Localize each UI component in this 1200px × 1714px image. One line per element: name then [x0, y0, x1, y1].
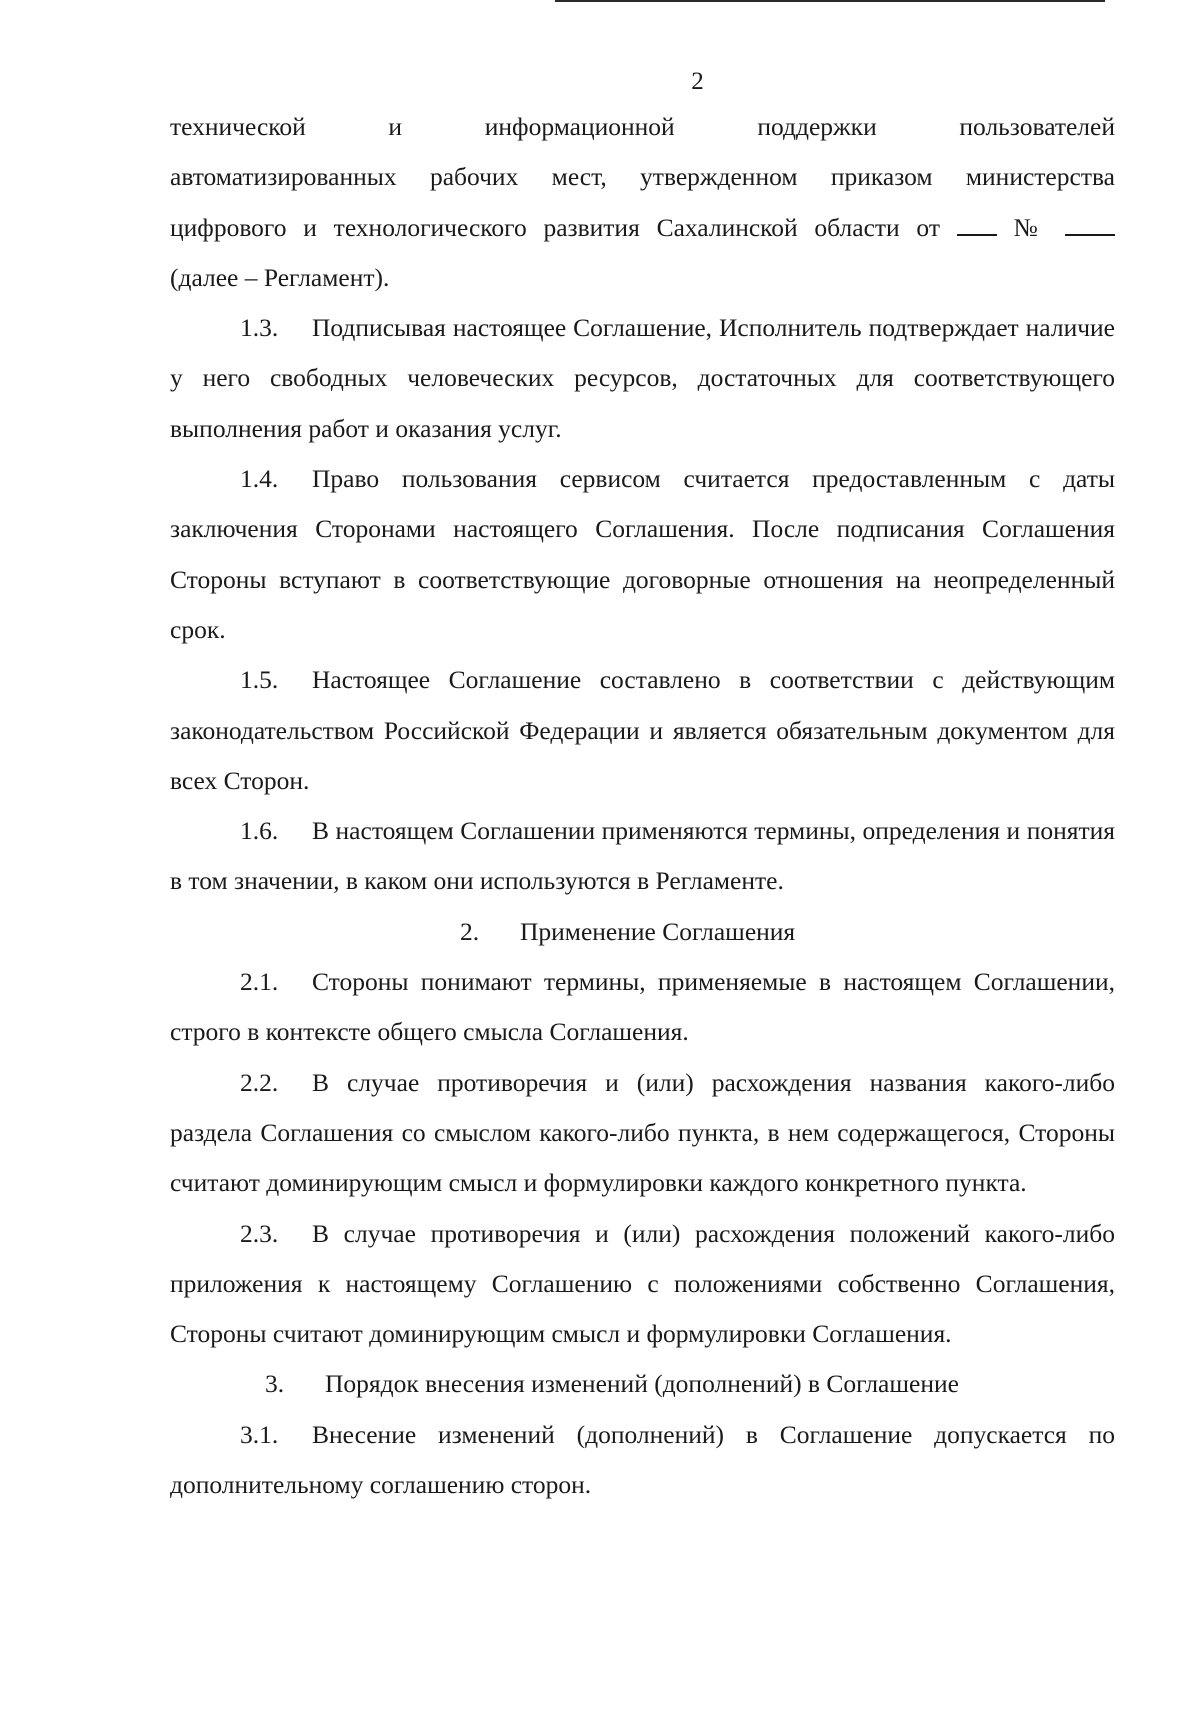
clause-number: 2.2. — [240, 1067, 279, 1097]
date-blank — [957, 214, 997, 236]
continuation-line-3-text: цифрового и технологического развития Сахалинской области от — [170, 212, 940, 242]
clause-1-6 — [170, 806, 1115, 907]
clause-number: 2.3. — [240, 1218, 279, 1248]
clause-text: Настоящее Соглашение составлено в соответствии с действующим законодательством Российской Федерации и является обязательным документом для всех Сторон. — [170, 665, 1115, 795]
clause-text: В настоящем Соглашении применяются термины, определения и понятия в том значении, в каком они используются в Регламенте. — [170, 816, 1115, 896]
clause-text: Стороны понимают термины, применяемые в настоящем Соглашении, строго в контексте общего смысла Соглашения. — [170, 967, 1115, 1047]
clause-1-4 — [170, 454, 1115, 655]
clause-1-3 — [170, 303, 1115, 454]
clause-number: 1.3. — [240, 313, 279, 343]
clause-text: Право пользования сервисом считается предоставленным с даты заключения Сторонами настоящего Соглашения. После подписания Соглашения Стороны вступают в соответствующие договорные отношения на неопределенный срок. — [170, 464, 1115, 644]
clause-text: Внесение изменений (дополнений) в Соглашение допускается по дополнительному соглашению сторон. — [170, 1419, 1115, 1500]
clause-number: 1.5. — [240, 665, 279, 695]
clause-number: 2.1. — [240, 967, 279, 997]
scan-top-edge-line — [555, 0, 1105, 2]
clause-3-1 — [170, 1410, 1115, 1511]
number-sign: № — [1013, 212, 1049, 242]
continuation-line-4: (далее – Регламент). — [170, 262, 390, 292]
clause-number: 1.6. — [240, 816, 279, 846]
section-number: 2. — [460, 916, 480, 946]
clause-number: 1.4. — [240, 464, 279, 494]
section-title: Порядок внесения изменений (дополнений) в Соглашение — [325, 1369, 959, 1399]
section-number: 3. — [265, 1369, 285, 1399]
clause-1-5 — [170, 655, 1115, 806]
continuation-line-1: технической и информационной поддержки пользователей — [170, 112, 1115, 141]
clause-number: 3.1. — [240, 1419, 279, 1449]
clause-text: В случае противоречия и (или) расхождения положений какого-либо приложения к настоящему Соглашению с положениями собственно Соглашения, Стороны считают доминирующим смысл и формулировки Соглашения. — [170, 1218, 1115, 1349]
clause-2-1 — [170, 957, 1115, 1058]
clause-text: Подписывая настоящее Соглашение, Исполнитель подтверждает наличие у него свободных человеческих ресурсов, достаточных для соответствующего выполнения работ и оказания услуг. — [170, 313, 1115, 443]
continuation-paragraph — [170, 102, 1115, 303]
clause-2-2 — [170, 1058, 1115, 1209]
continuation-line-3 — [170, 203, 1115, 253]
order-number-blank — [1065, 214, 1115, 236]
section-title: Применение Соглашения — [520, 916, 796, 946]
document-page — [170, 62, 1115, 1510]
clause-text: В случае противоречия и (или) расхождения названия какого-либо раздела Соглашения со смыслом какого-либо пункта, в нем содержащегося, Стороны считают доминирующим смысл и формулировки каждого конкретного пункта. — [170, 1067, 1115, 1198]
continuation-line-2: автоматизированных рабочих мест, утвержденном приказом министерства — [170, 162, 1115, 192]
page-number: 2 — [691, 68, 704, 95]
section-2-heading — [170, 907, 1115, 957]
clause-2-3 — [170, 1209, 1115, 1360]
section-3-heading — [170, 1359, 1115, 1409]
